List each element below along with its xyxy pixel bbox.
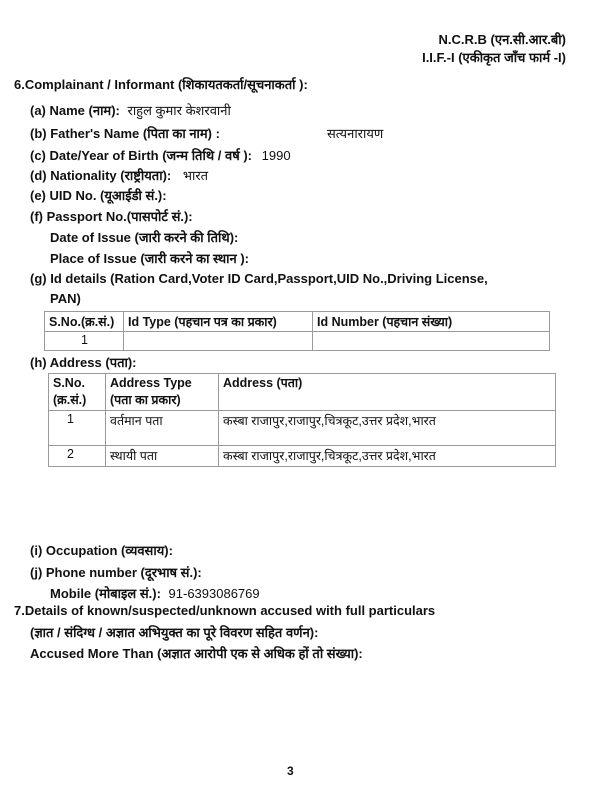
header-iif: I.I.F.-I (एकीकृत जाँच फार्म -I): [422, 50, 566, 65]
field-name: [30, 101, 231, 119]
table-row: [49, 411, 556, 446]
address-header-sno-line1: S.No.: [53, 376, 85, 390]
section-7-title: 7.Details of known/suspected/unknown accused with full particulars: [14, 603, 436, 618]
address-header-sno: [49, 374, 106, 411]
id-details-header-number: Id Number (पहचान संख्या): [313, 312, 550, 332]
table-row: [49, 446, 556, 467]
header-ncrb: N.C.R.B (एन.सी.आर.बी): [438, 32, 566, 47]
section-6-title: 6.Complainant / Informant (शिकायतकर्ता/सूचनाकर्ता ):: [14, 77, 308, 92]
field-name-value: राहुल कुमार केशरवानी: [127, 103, 231, 118]
field-mobile: [50, 584, 260, 602]
id-details-header-type: Id Type (पहचान पत्र का प्रकार): [124, 312, 313, 332]
address-label-wrap: [30, 353, 137, 371]
address-header-sno-line2: (क्र.सं.): [53, 393, 87, 407]
id-details-cell-number: [313, 332, 550, 351]
address-cell-addr: कस्बा राजापुर,राजापुर,चित्रकूट,उत्तर प्रदेश,भारत: [219, 411, 556, 446]
field-mobile-value: 91-6393086769: [168, 586, 260, 601]
address-cell-sno: 1: [49, 411, 106, 446]
field-father-name-value: सत्यनारायण: [327, 126, 384, 141]
field-nationality-value: भारत: [182, 168, 209, 183]
field-mobile-label: Mobile (मोबाइल सं.):: [50, 586, 161, 601]
field-passport-label: (f) Passport No.(पासपोर्ट सं.):: [30, 209, 193, 224]
field-occupation: [30, 541, 173, 559]
id-details-label-line2: PAN): [50, 291, 81, 306]
field-father-name: [30, 124, 220, 142]
address-cell-type: वर्तमान पता: [106, 411, 219, 446]
address-header-type: [106, 374, 219, 411]
id-details-header-row: [45, 312, 550, 332]
field-issue-place: [50, 249, 249, 267]
address-header-type-line2: (पता का प्रकार): [110, 393, 181, 407]
address-cell-type: स्थायी पता: [106, 446, 219, 467]
address-table: [48, 373, 556, 467]
id-details-cell-type: [124, 332, 313, 351]
section-7-subtitle: (ज्ञात / संदिग्ध / अज्ञात अभियुक्त का पूरे विवरण सहित वर्णन):: [30, 625, 319, 640]
address-header-addr: Address (पता): [219, 374, 556, 411]
id-details-header-sno: S.No.(क्र.सं.): [45, 312, 124, 332]
table-row: [45, 332, 550, 351]
address-header-row: [49, 374, 556, 411]
id-details-table: [44, 311, 550, 351]
field-uid: [30, 186, 167, 204]
id-details-cell-sno: 1: [45, 332, 124, 351]
field-dob: [30, 146, 291, 164]
field-dob-label: (c) Date/Year of Birth (जन्म तिथि / वर्ष ):: [30, 148, 252, 163]
field-father-name-label: (b) Father's Name (पिता का नाम) :: [30, 126, 220, 141]
id-details-label-line1: (g) Id details (Ration Card,Voter ID Card,Passport,UID No.,Driving License,: [30, 271, 488, 286]
field-phone-label: (j) Phone number (दूरभाष सं.):: [30, 565, 202, 580]
address-label: (h) Address (पता):: [30, 355, 137, 370]
field-name-label: (a) Name (नाम):: [30, 103, 120, 118]
field-dob-value: 1990: [261, 148, 291, 163]
id-details-label: [30, 271, 488, 286]
field-issue-place-label: Place of Issue (जारी करने का स्थान ):: [50, 251, 250, 266]
field-uid-label: (e) UID No. (यूआईडी सं.):: [30, 188, 167, 203]
field-occupation-label: (i) Occupation (व्यवसाय):: [30, 543, 173, 558]
page-number: 3: [287, 764, 294, 778]
address-cell-addr: कस्बा राजापुर,राजापुर,चित्रकूट,उत्तर प्रदेश,भारत: [219, 446, 556, 467]
field-nationality-label: (d) Nationality (राष्ट्रीयता):: [30, 168, 172, 183]
address-cell-sno: 2: [49, 446, 106, 467]
field-passport: [30, 207, 193, 225]
id-details-label-line2-wrap: [50, 291, 81, 306]
address-header-type-line1: Address Type: [110, 376, 192, 390]
accused-more-than: Accused More Than (अज्ञात आरोपी एक से अधिक हों तो संख्या):: [30, 646, 363, 661]
field-issue-date: [50, 228, 238, 246]
field-issue-date-label: Date of Issue (जारी करने की तिथि):: [50, 230, 239, 245]
field-phone: [30, 563, 202, 581]
field-nationality: [30, 166, 208, 184]
